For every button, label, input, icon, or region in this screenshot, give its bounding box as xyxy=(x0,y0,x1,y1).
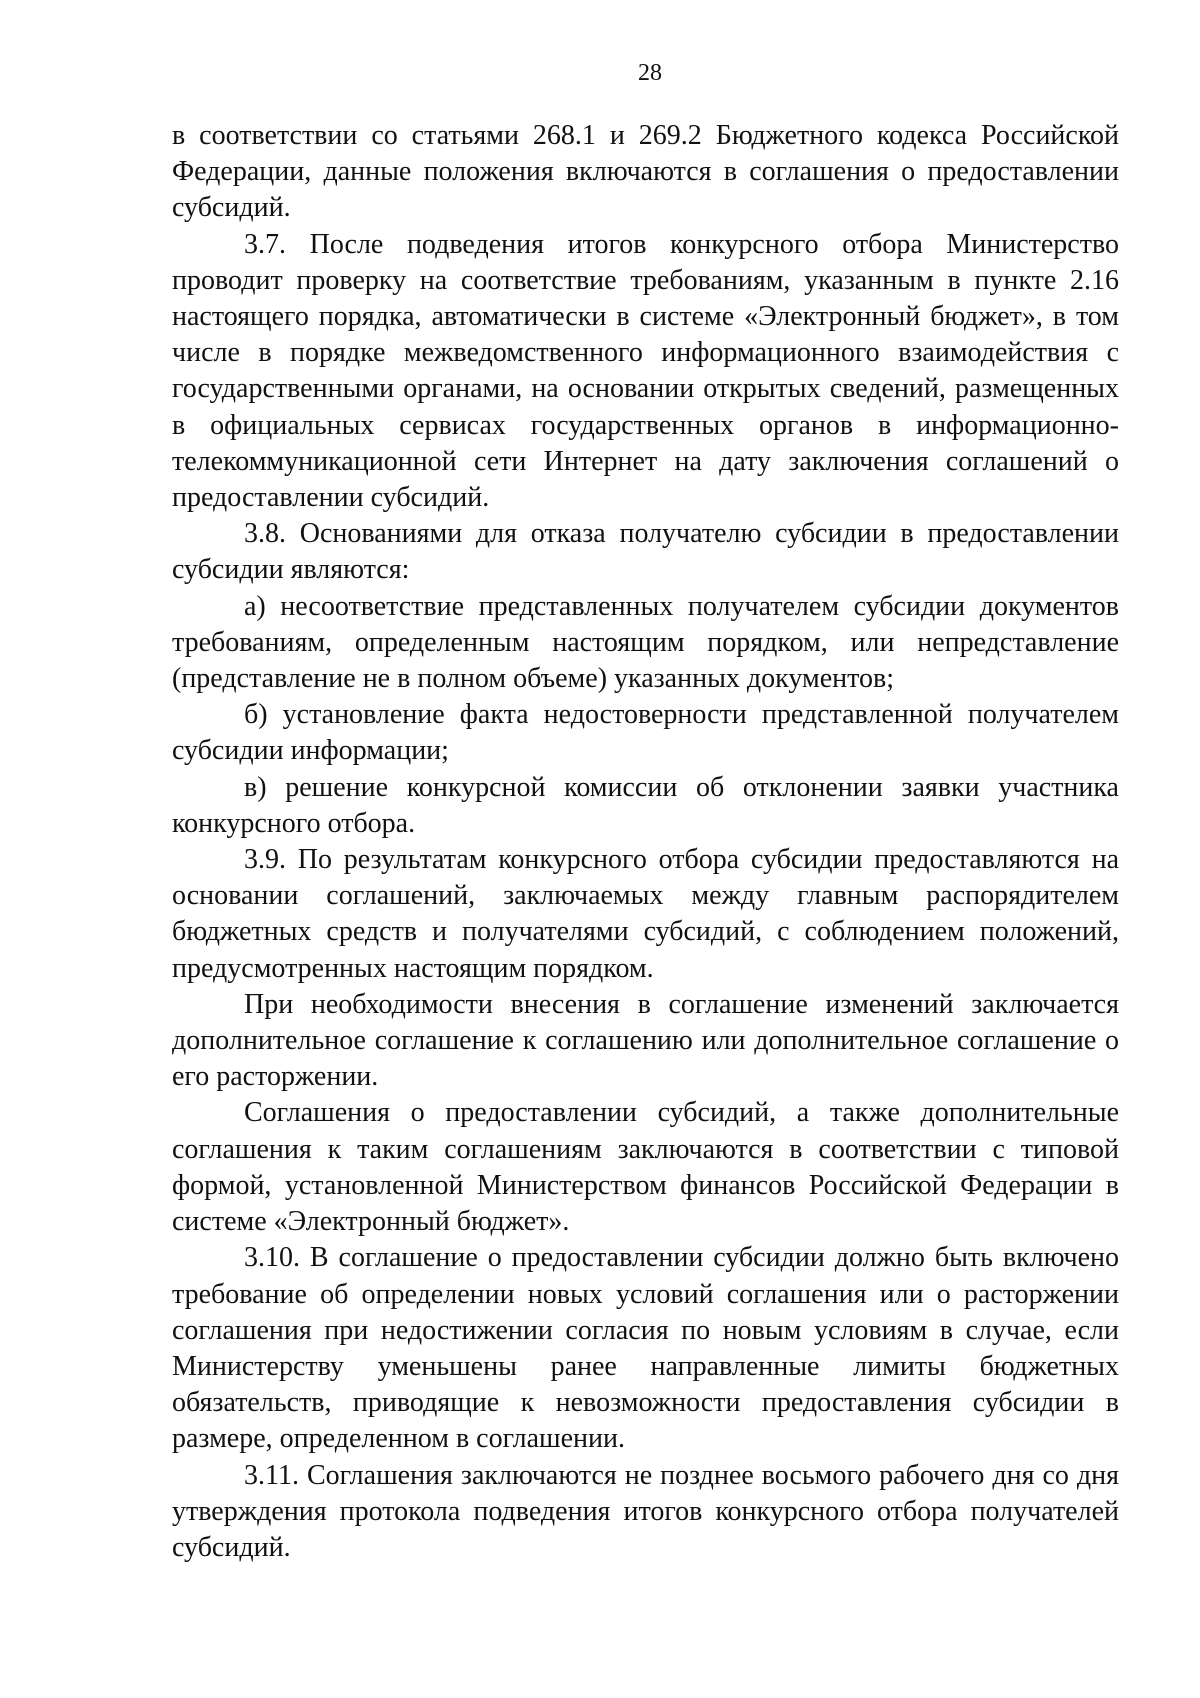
list-item-b: б) установление факта недостоверности представленной получателем субсидии информации; xyxy=(172,699,1119,767)
paragraph-3-8: 3.8. Основаниями для отказа получателю субсидии в предоставлении субсидии являются: xyxy=(172,518,1119,586)
paragraph-continuation: в соответствии со статьями 268.1 и 269.2 Бюджетного кодекса Российской Федерации, данные положения включаются в соглашения о предоставлении субсидий. xyxy=(172,120,1119,224)
paragraph-3-11: 3.11. Соглашения заключаются не позднее восьмого рабочего дня со дня утверждения протокола подведения итогов конкурсного отбора получателей субсидий. xyxy=(172,1459,1119,1563)
list-item-a: а) несоответствие представленных получателем субсидии документов требованиям, определенным настоящим порядком, или непредставление (представление не в полном объеме) указанных документов; xyxy=(172,590,1119,695)
paragraph-3-10: 3.10. В соглашение о предоставлении субсидии должно быть включено требование об определении новых условий соглашения или о расторжении соглашения при недостижении согласия по новым условиям в случае, если Министерству уменьшены ранее направленные лимиты бюджетных обязательств, приводящие к невозможности предоставления субсидии в размере, определенном в соглашении. xyxy=(172,1242,1119,1455)
paragraph-amendments: При необходимости внесения в соглашение изменений заключается дополнительное соглашение к соглашению или дополнительное соглашение о его расторжении. xyxy=(172,988,1119,1093)
document-body xyxy=(172,118,1119,1566)
page-number: 28 xyxy=(638,60,662,86)
paragraph-3-7: 3.7. После подведения итогов конкурсного отбора Министерство проводит проверку на соответствие требованиям, указанным в пункте 2.16 настоящего порядка, автоматически в системе «Электронный бюджет», в том числе в порядке межведомственного информационного взаимодействия с государственными органами, на основании открытых сведений, размещенных в официальных сервисах государственных органов в информационно-телекоммуникационной сети Интернет на дату заключения соглашений о предоставлении субсидий. xyxy=(172,228,1119,514)
paragraph-standard-form: Соглашения о предоставлении субсидий, а также дополнительные соглашения к таким соглашениям заключаются в соответствии с типовой формой, установленной Министерством финансов Российской Федерации в системе «Электронный бюджет». xyxy=(172,1097,1119,1238)
list-item-c: в) решение конкурсной комиссии об отклонении заявки участника конкурсного отбора. xyxy=(172,771,1119,839)
paragraph-3-9: 3.9. По результатам конкурсного отбора субсидии предоставляются на основании соглашений, заключаемых между главным распорядителем бюджетных средств и получателями субсидий, с соблюдением положений, предусмотренных настоящим порядком. xyxy=(172,844,1119,984)
